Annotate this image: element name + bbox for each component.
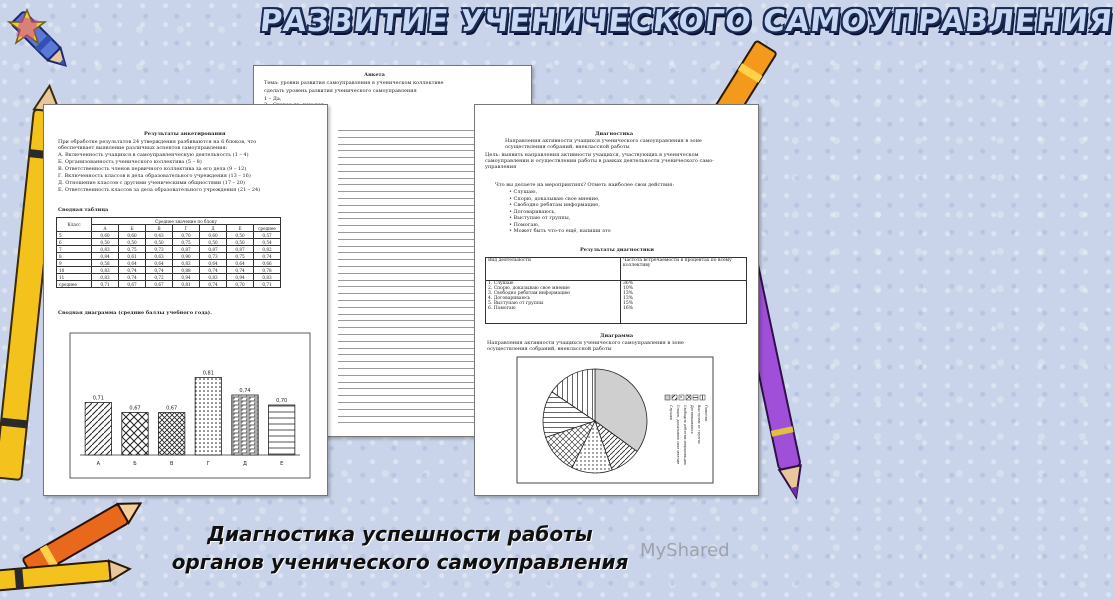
- table-cell: 0,87: [227, 246, 254, 253]
- table-cell: 0,60: [119, 232, 146, 239]
- table-row: [57, 246, 281, 253]
- table-cell: 0,87: [200, 246, 227, 253]
- bar-chart: [62, 325, 317, 485]
- bar-data-label: 0,81: [202, 370, 214, 377]
- table-cell: 0,57: [254, 232, 281, 239]
- legend-label: Помогаю: [704, 405, 708, 422]
- table-cell: 0,64: [227, 260, 254, 267]
- results-row-label: 2. Спорю, доказываю свое мнение: [488, 286, 570, 291]
- table-cell-class: 6: [57, 239, 92, 246]
- bar-data-label: 0,71: [92, 395, 104, 402]
- table-cell-class: 11: [57, 274, 92, 281]
- table-cell: 0,50: [227, 232, 254, 239]
- table-cell: 0,74: [254, 253, 281, 260]
- table-cell: 0,71: [92, 281, 119, 288]
- text-placeholder-line: [338, 307, 490, 308]
- chart-title: Диаграмма: [600, 333, 634, 339]
- table-column-header: Е: [227, 225, 254, 232]
- results-row-value: 36%: [623, 281, 634, 286]
- table-cell: 0,64: [146, 260, 173, 267]
- text-placeholder-line: [338, 293, 496, 294]
- table-cell: 0,66: [254, 260, 281, 267]
- text-line: В. Ответственность членов первичного коллектива за его дела (9 – 12): [58, 166, 247, 172]
- table-cell: 0,63: [146, 253, 173, 260]
- text-line: Цель: выявить направления активности учащихся, участвующих в ученическом: [485, 152, 699, 158]
- table-cell: 0,70: [173, 232, 200, 239]
- table-cell: 0,94: [173, 274, 200, 281]
- results-row-label: 6. Помогаю: [488, 306, 516, 311]
- table-cell: 0,67: [146, 281, 173, 288]
- bar-Г: [195, 378, 221, 456]
- text-line: осуществления собраний, внеклассной работы: [505, 144, 630, 150]
- table-cell: 0,84: [92, 253, 119, 260]
- table-cell: 0,64: [200, 260, 227, 267]
- table-row: [57, 232, 281, 239]
- table-column-header: В: [146, 225, 173, 232]
- results-row-value: 13%: [623, 291, 634, 296]
- page-title: РАЗВИТИЕ УЧЕНИЧЕСКОГО САМОУПРАВЛЕНИЯ: [258, 4, 1115, 39]
- document-diagnostics: [474, 104, 759, 496]
- option-item: • Помогаю,: [509, 221, 540, 228]
- table-cell: 0,88: [173, 267, 200, 274]
- option-item: • Может быть что-то ещё, напиши это: [509, 228, 611, 234]
- table-cell: 0,73: [200, 253, 227, 260]
- x-tick-label: Е: [280, 461, 284, 467]
- table-cell: 0,64: [119, 260, 146, 267]
- text-line: Е. Ответственность классов за дела образовательного учреждения (21 – 24): [58, 187, 261, 193]
- text-placeholder-line: [338, 205, 495, 206]
- table-header-class: Класс: [57, 218, 92, 232]
- pie-chart: [515, 355, 715, 485]
- table-cell: 0,74: [119, 274, 146, 281]
- bar-data-label: 0,67: [166, 405, 178, 412]
- caption-line-1: Диагностика успешности работы: [207, 522, 593, 546]
- results-row-label: 3. Свободно ребятам информацию: [488, 291, 571, 296]
- text-placeholder-line: [338, 395, 491, 396]
- legend-swatch: [693, 395, 698, 400]
- table-cell: 0,74: [200, 281, 227, 288]
- text-line: Направления активности учащихся ученического самоуправления в зоне: [505, 138, 702, 144]
- table-cell: 0,70: [227, 281, 254, 288]
- table-cell-class: 7: [57, 246, 92, 253]
- text-line: 1 – Да,: [264, 96, 282, 102]
- question-text: Что вы делаете на мероприятиях? Отметь наиболее свои действия:: [495, 182, 675, 188]
- table-cell: 0,73: [146, 246, 173, 253]
- legend-label: Свободно ребятам информацию: [683, 405, 687, 465]
- chart-caption: Сводная диаграмма (средние баллы учебного года).: [58, 310, 212, 316]
- results-header-frequency: Частота встречаемости в процентах по всему коллективу: [621, 258, 747, 281]
- results-table: [485, 257, 747, 324]
- x-tick-label: Б: [133, 461, 137, 467]
- table-cell-class: 5: [57, 232, 92, 239]
- table-header-group: Среднее значение по блоку: [92, 218, 281, 225]
- watermark: MyShared: [640, 540, 730, 561]
- scores-table: [56, 217, 281, 288]
- text-line: При обработке результатов 24 утверждения разбиваются на 6 блоков, что: [58, 139, 257, 145]
- bar-Е: [268, 405, 294, 455]
- table-row: [57, 239, 281, 246]
- table-cell: 0,50: [200, 239, 227, 246]
- table-cell: 0,58: [92, 260, 119, 267]
- legend-label: Спорю, доказываю свое мнение: [676, 405, 680, 465]
- text-placeholder-line: [338, 402, 488, 403]
- table-cell: 0,82: [254, 246, 281, 253]
- text-line: обеспечивает выявление различных аспектов самоуправления:: [58, 145, 228, 151]
- text-line: А. Включенность учащихся в самоуправленческую деятельность (1 – 4): [58, 152, 249, 158]
- bar-Б: [122, 413, 148, 456]
- table-cell: 0,75: [227, 253, 254, 260]
- legend-swatch: [686, 395, 691, 400]
- bar-Д: [232, 395, 258, 455]
- x-tick-label: Г: [206, 461, 210, 467]
- results-row-value: 13%: [623, 296, 634, 301]
- text-line: Тема: уровни развития самоуправления в ученическом коллективе: [264, 80, 444, 86]
- results-row-value: 10%: [623, 286, 634, 291]
- x-tick-label: Д: [243, 461, 247, 467]
- table-cell: 0,83: [92, 267, 119, 274]
- table-caption: Сводная таблица: [58, 207, 109, 213]
- legend-label: Слушаю: [669, 405, 673, 421]
- legend-label: Договариваюсь: [690, 405, 694, 434]
- table-cell: 0,83: [254, 274, 281, 281]
- table-cell: 0,60: [92, 232, 119, 239]
- diagnostics-title: Диагностика: [595, 131, 634, 137]
- text-line: управления: [485, 164, 517, 170]
- legend-swatch: [672, 395, 677, 400]
- table-cell-class: 8: [57, 253, 92, 260]
- text-placeholder-line: [338, 130, 488, 131]
- questionnaire-title: Анкета: [364, 72, 385, 78]
- text-line: Направления активности учащихся ученического самоуправления в зоне: [487, 340, 684, 346]
- table-row: [57, 267, 281, 274]
- table-column-header: среднее: [254, 225, 281, 232]
- crayons-bottom-left: [0, 480, 150, 600]
- bar-А: [85, 403, 111, 456]
- bar-data-label: 0,67: [129, 405, 141, 412]
- text-line: осуществления собраний, внеклассной работы: [487, 346, 612, 352]
- table-cell: 0,71: [254, 281, 281, 288]
- table-column-header: А: [92, 225, 119, 232]
- table-column-header: Б: [119, 225, 146, 232]
- table-cell: 0,75: [119, 246, 146, 253]
- results-title: Результаты анкетирования: [144, 131, 226, 137]
- option-item: • Свободно ребятам информацию,: [509, 202, 600, 208]
- table-cell: 0,50: [146, 239, 173, 246]
- option-item: • Слушаю,: [509, 189, 538, 195]
- text-placeholder-line: [338, 388, 494, 389]
- results-row-value: 16%: [623, 306, 634, 311]
- results-row-label: 1. Слушаю: [488, 281, 514, 286]
- table-cell: 0,94: [227, 274, 254, 281]
- text-line: сделать уровень развития ученического самоуправления: [264, 88, 417, 94]
- text-line: Г. Включенность классов в дела образовательного учреждения (13 – 16): [58, 173, 251, 179]
- star-badge-icon: [6, 8, 48, 48]
- legend-label: Выступаю от группы: [697, 405, 701, 444]
- text-line: Б. Организованность ученического коллектива (5 – 8): [58, 159, 202, 165]
- table-row: [57, 260, 281, 267]
- table-cell: 0,74: [200, 267, 227, 274]
- table-cell: 0,43: [146, 232, 173, 239]
- x-tick-label: В: [169, 461, 174, 467]
- option-item: • Выступаю от группы,: [509, 215, 571, 221]
- table-cell-class: 10: [57, 267, 92, 274]
- table-column-header: Г: [173, 225, 200, 232]
- option-item: • Спорю, доказываю свое мнение,: [509, 195, 600, 202]
- legend-swatch: [665, 395, 670, 400]
- document-results: [43, 104, 328, 496]
- table-cell: 0,74: [146, 267, 173, 274]
- text-line: самоуправлении и осуществлении работы в рамках деятельности ученического само-: [485, 158, 714, 164]
- table-cell: 0,87: [173, 246, 200, 253]
- bar-В: [158, 413, 184, 456]
- table-cell: 0,83: [92, 274, 119, 281]
- table-cell: 0,50: [119, 239, 146, 246]
- table-cell-class: 9: [57, 260, 92, 267]
- results-title: Результаты диагностики: [580, 247, 654, 253]
- text-placeholder-line: [338, 218, 489, 219]
- table-cell: 0,74: [119, 267, 146, 274]
- table-cell: 0,50: [227, 239, 254, 246]
- table-cell: 0,54: [254, 239, 281, 246]
- x-tick-label: А: [96, 461, 101, 467]
- table-cell-class: среднее: [57, 281, 92, 288]
- bar-data-label: 0,74: [239, 388, 251, 394]
- text-line: Д. Отношение классов с другими ученическими общностями (17 – 20): [58, 180, 245, 186]
- legend-swatch: [679, 395, 684, 400]
- table-cell: 0,78: [254, 267, 281, 274]
- table-cell: 0,83: [173, 260, 200, 267]
- legend-swatch: [700, 395, 705, 400]
- table-cell: 0,61: [119, 253, 146, 260]
- table-cell: 0,83: [92, 246, 119, 253]
- table-cell: 0,72: [146, 274, 173, 281]
- table-row: [57, 274, 281, 281]
- table-cell: 0,81: [173, 281, 200, 288]
- option-item: • Договариваюсь,: [509, 208, 556, 215]
- slide-caption: [150, 520, 650, 576]
- text-placeholder-line: [338, 300, 493, 301]
- table-cell: 0,75: [173, 239, 200, 246]
- table-cell: 0,74: [227, 267, 254, 274]
- table-row: [57, 281, 281, 288]
- table-column-header: Д: [200, 225, 227, 232]
- results-row-label: 5. Выступаю от группы: [488, 301, 544, 306]
- results-row-label: 4. Договариваюсь: [488, 296, 531, 301]
- bar-data-label: 0,70: [276, 398, 288, 404]
- table-cell: 0,90: [173, 253, 200, 260]
- table-row: [57, 253, 281, 260]
- table-cell: 0,67: [119, 281, 146, 288]
- table-cell: 0,83: [200, 274, 227, 281]
- text-placeholder-line: [338, 212, 492, 213]
- table-cell: 0,60: [200, 232, 227, 239]
- table-cell: 0,50: [92, 239, 119, 246]
- caption-line-2: органов ученического самоуправления: [171, 550, 629, 574]
- results-header-activity: Вид деятельности: [486, 258, 621, 281]
- results-row-value: 15%: [623, 301, 634, 306]
